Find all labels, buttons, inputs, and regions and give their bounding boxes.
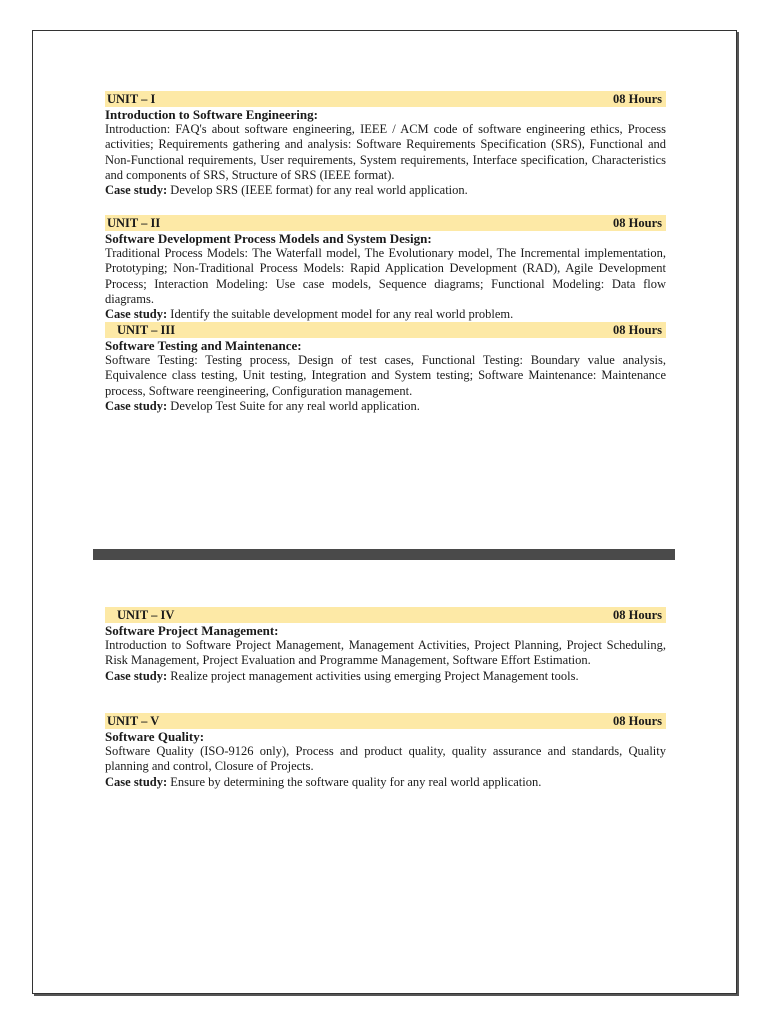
unit-hours: 08 Hours bbox=[613, 607, 662, 622]
unit-label: UNIT – II bbox=[107, 215, 161, 230]
case-study bbox=[105, 399, 666, 414]
case-study bbox=[105, 307, 666, 322]
unit-body: Traditional Process Models: The Waterfall model, The Evolutionary model, The Incremental implementation, Prototyping; Non-Traditional Process Models: Rapid Application Development (RAD), Agile Development Process; Interaction Modeling: Use case models, Sequence diagrams; Functional Modeling: Data flow diagrams. bbox=[105, 246, 666, 306]
page-break-bar bbox=[93, 549, 675, 560]
case-study-text: Realize project management activities using emerging Project Management tools. bbox=[167, 668, 579, 683]
unit-label: UNIT – IV bbox=[117, 607, 175, 622]
unit-label: UNIT – I bbox=[107, 91, 156, 106]
unit-title: Software Development Process Models and System Design: bbox=[105, 231, 432, 246]
unit-title: Software Testing and Maintenance: bbox=[105, 338, 302, 353]
unit-header bbox=[105, 91, 666, 107]
case-study-label: Case study: bbox=[105, 307, 168, 322]
case-study-text: Develop Test Suite for any real world application. bbox=[167, 398, 420, 413]
unit-title: Software Quality: bbox=[105, 729, 205, 744]
case-study-label: Case study: bbox=[105, 668, 168, 683]
case-study-text: Develop SRS (IEEE format) for any real world application. bbox=[167, 183, 468, 198]
case-study-label: Case study: bbox=[105, 774, 168, 789]
unit-body: Introduction: FAQ's about software engineering, IEEE / ACM code of software engineering ethics, Process activities; Requirements gathering and analysis: Software Requirements Specification (SRS), Functional and Non-Functional requirements, User requirements, System requirements, Interface specification, Characteristics and components of SRS, Structure of SRS (IEEE format). bbox=[105, 122, 666, 182]
unit-body: Software Quality (ISO-9126 only), Process and product quality, quality assurance and standards, Quality planning and control, Closure of Projects. bbox=[105, 744, 666, 774]
unit-header bbox=[105, 215, 666, 231]
unit-hours: 08 Hours bbox=[613, 322, 662, 337]
case-study-text: Ensure by determining the software quality for any real world application. bbox=[167, 774, 542, 789]
case-study bbox=[105, 775, 666, 790]
unit-header bbox=[105, 713, 666, 729]
unit-title: Software Project Management: bbox=[105, 623, 279, 638]
case-study-label: Case study: bbox=[105, 183, 168, 198]
unit-5 bbox=[105, 713, 666, 790]
unit-label: UNIT – III bbox=[117, 322, 176, 337]
unit-body: Introduction to Software Project Management, Management Activities, Project Planning, Project Scheduling, Risk Management, Project Evaluation and Programme Management, Software Effort Estimation. bbox=[105, 638, 666, 668]
unit-hours: 08 Hours bbox=[613, 91, 662, 106]
unit-header bbox=[105, 322, 666, 338]
case-study-text: Identify the suitable development model for any real world problem. bbox=[167, 307, 514, 322]
unit-2 bbox=[105, 215, 666, 322]
unit-4 bbox=[105, 607, 666, 684]
unit-header bbox=[105, 607, 666, 623]
unit-body: Software Testing: Testing process, Design of test cases, Functional Testing: Boundary value analysis, Equivalence class testing, Unit testing, Integration and System testing; Software Maintenance: Maintenance process, Software reengineering, Configuration management. bbox=[105, 353, 666, 398]
unit-1 bbox=[105, 91, 666, 198]
unit-title: Introduction to Software Engineering: bbox=[105, 107, 318, 122]
unit-label: UNIT – V bbox=[107, 713, 160, 728]
case-study bbox=[105, 669, 666, 684]
unit-hours: 08 Hours bbox=[613, 713, 662, 728]
unit-3 bbox=[105, 322, 666, 414]
case-study bbox=[105, 183, 666, 198]
unit-hours: 08 Hours bbox=[613, 215, 662, 230]
case-study-label: Case study: bbox=[105, 398, 168, 413]
